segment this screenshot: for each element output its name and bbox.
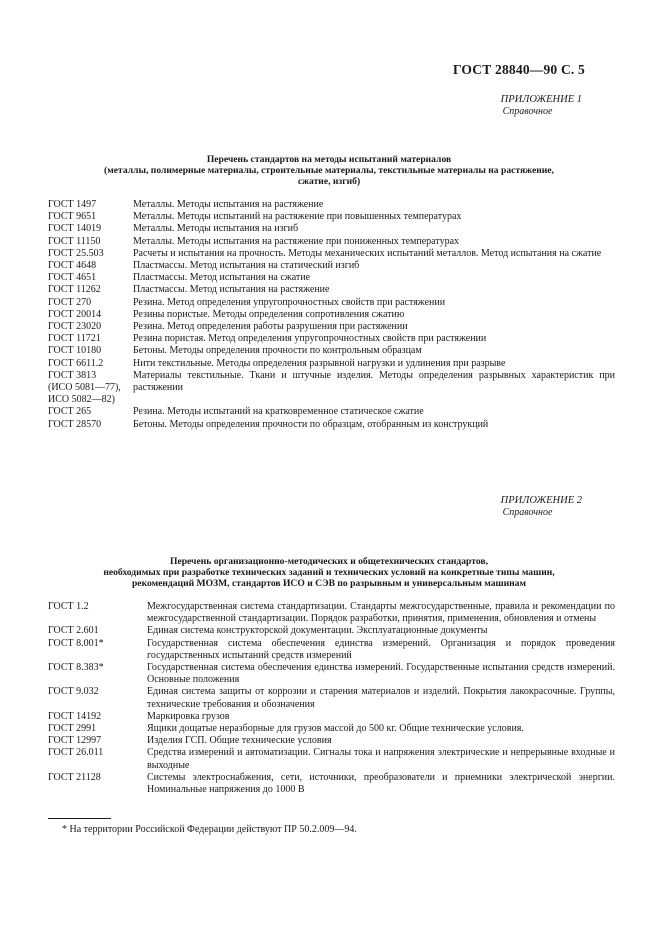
appendix-1-list (48, 199, 615, 431)
list-item (48, 419, 615, 431)
standard-title: Металлы. Методы испытания на изгиб (133, 223, 299, 235)
standard-title: Металлы. Методы испытания на растяжение (133, 199, 324, 210)
standard-code: ГОСТ 8.383* (48, 662, 104, 674)
standard-title: Пластмассы. Метод испытания на статический изгиб (133, 260, 360, 272)
list-item (48, 321, 615, 333)
standard-code: ГОСТ 2991 (48, 723, 97, 735)
standard-title: Системы электроснабжения, сети, источники, преобразователи и приемники электрической энергии. Номинальные напряжения до 1000 В (147, 771, 615, 796)
standard-code: ГОСТ 8.001* (48, 637, 104, 649)
standard-code: ГОСТ 11262 (48, 284, 101, 296)
standard-title: Маркировка грузов (147, 710, 230, 722)
appendix-1-heading-block (501, 94, 582, 118)
list-item (48, 272, 615, 284)
standard-title: Бетоны. Методы определения прочности по образцам, отобранным из конструкций (133, 418, 489, 430)
standard-title: Металлы. Методы испытания на растяжение при пониженных температурах (133, 235, 460, 247)
standard-title: Нити текстильные. Методы определения разрывной нагрузки и удлинения при разрыве (133, 357, 506, 369)
standard-code: ГОСТ 12997 (48, 735, 102, 747)
standard-title: Бетоны. Методы определения прочности по контрольным образцам (133, 345, 422, 357)
appendix-2-title-line: рекомендаций МОЗМ, стандартов ИСО и СЭВ по разрывным и универсальным машинам (131, 578, 527, 589)
page-header: ГОСТ 28840—90 С. 5 (452, 62, 585, 77)
list-item (48, 686, 615, 710)
list-item (48, 735, 615, 747)
standard-title: Расчеты и испытания на прочность. Методы механических испытаний металлов. Метод испытания на сжатие (133, 247, 602, 259)
appendix-1-title-line: (металлы, полимерные материалы, строительные материалы, текстильные материалы на растяжение, (104, 165, 554, 176)
list-item (48, 625, 615, 637)
standard-code: ГОСТ 4651 (48, 272, 97, 284)
list-item (48, 333, 615, 345)
appendix-1-title-line: сжатие, изгиб) (297, 176, 361, 187)
appendix-2-heading-block (501, 495, 582, 519)
standard-code: ГОСТ 10180 (48, 345, 102, 357)
list-item (48, 309, 615, 321)
appendix-2-subheading: Справочное (502, 507, 553, 518)
appendix-2-title-line: необходимых при разработке технических заданий и технических условий на конкретные типы машин, (103, 567, 555, 578)
standard-code: ГОСТ 265 (48, 406, 92, 418)
list-item (48, 199, 615, 211)
list-item (48, 370, 615, 407)
standard-code: ГОСТ 9651 (48, 211, 97, 223)
standard-title: Ящики дощатые неразборные для грузов массой до 500 кг. Общие технические условия. (147, 723, 524, 735)
list-item (48, 711, 615, 723)
standard-title: Межгосударственная система стандартизации. Стандарты межгосударственные, правила и рекомендации по межгосударственной стандартизации. Порядок разработки, принятия, применения, обновления и отмены (147, 601, 615, 625)
standard-title: Резина. Метод определения работы разрушения при растяжении (133, 321, 408, 333)
standard-title: Изделия ГСП. Общие технические условия (147, 735, 332, 747)
standard-code: ГОСТ 11721 (48, 333, 101, 345)
standard-code: ГОСТ 3813 (ИСО 5081—77), ИСО 5082—82) (48, 369, 121, 406)
standard-title: Металлы. Методы испытаний на растяжение при повышенных температурах (133, 211, 462, 223)
list-item (48, 662, 615, 686)
standard-code: ГОСТ 25.503 (48, 247, 104, 259)
standard-code: ГОСТ 20014 (48, 308, 102, 320)
list-item (48, 747, 615, 771)
list-item (48, 358, 615, 370)
appendix-2-list (48, 601, 615, 796)
standard-title: Пластмассы. Метод испытания на растяжение (133, 284, 330, 296)
standard-code: ГОСТ 28570 (48, 418, 102, 430)
appendix-1-heading: ПРИЛОЖЕНИЕ 1 (500, 94, 582, 105)
appendix-1-subheading: Справочное (502, 106, 553, 117)
standard-title: Резина. Методы испытаний на кратковременное статическое сжатие (133, 406, 424, 418)
standard-title: Резины пористые. Методы определения сопротивления сжатию (133, 308, 405, 320)
footnote: * На территории Российской Федерации действуют ПР 50.2.009—94. (62, 824, 357, 835)
appendix-2-title (48, 556, 610, 589)
list-item (48, 406, 615, 418)
list-item (48, 248, 615, 260)
standard-title: Государственная система обеспечения единства измерений. Организация и порядок проведения государственных испытаний средств измерений (147, 637, 615, 661)
list-item (48, 601, 615, 625)
list-item (48, 260, 615, 272)
standard-code: ГОСТ 14192 (48, 710, 102, 722)
appendix-2-heading: ПРИЛОЖЕНИЕ 2 (500, 495, 582, 506)
standard-code: ГОСТ 1.2 (48, 601, 89, 612)
standard-code: ГОСТ 1497 (48, 199, 97, 210)
appendix-1-title (48, 154, 610, 187)
standard-title: Материалы текстильные. Ткани и штучные изделия. Методы определения разрывных характеристик при растяжении (133, 369, 615, 394)
list-item (48, 236, 615, 248)
list-item (48, 772, 615, 796)
list-item (48, 297, 615, 309)
standard-code: ГОСТ 11150 (48, 235, 101, 247)
list-item (48, 638, 615, 662)
standard-title: Пластмассы. Метод испытания на сжатие (133, 272, 311, 284)
standard-code: ГОСТ 4648 (48, 260, 97, 272)
standard-code: ГОСТ 6611.2 (48, 357, 104, 369)
standard-code: ГОСТ 21128 (48, 771, 101, 783)
standard-code: ГОСТ 14019 (48, 223, 102, 235)
standard-title: Единая система защиты от коррозии и старения материалов и изделий. Покрытия лакокрасочные. Группы, технические требования и обозначения (147, 686, 615, 710)
standard-code: ГОСТ 270 (48, 296, 92, 308)
standard-code: ГОСТ 23020 (48, 321, 102, 333)
list-item (48, 723, 615, 735)
list-item (48, 223, 615, 235)
footnote-divider (48, 818, 111, 819)
list-item (48, 211, 615, 223)
list-item (48, 345, 615, 357)
standard-code: ГОСТ 2.601 (48, 625, 99, 637)
standard-code: ГОСТ 9.032 (48, 686, 99, 698)
standard-title: Единая система конструкторской документации. Эксплуатационные документы (147, 625, 488, 637)
standard-code: ГОСТ 26.011 (48, 747, 104, 759)
list-item (48, 284, 615, 296)
standard-title: Резина. Метод определения упругопрочностных свойств при растяжении (133, 296, 446, 308)
standard-title: Резина пористая. Метод определения упругопрочностных свойств при растяжении (133, 333, 487, 345)
standard-title: Средства измерений и автоматизации. Сигналы тока и напряжения электрические и непрерывные входные и выходные (147, 747, 615, 771)
standard-title: Государственная система обеспечения единства измерений. Государственные испытания средств измерений. Основные положения (147, 662, 615, 686)
appendix-2-title-line: Перечень организационно-методических и общетехнических стандартов, (169, 556, 488, 567)
appendix-1-title-line: Перечень стандартов на методы испытаний материалов (206, 154, 452, 165)
